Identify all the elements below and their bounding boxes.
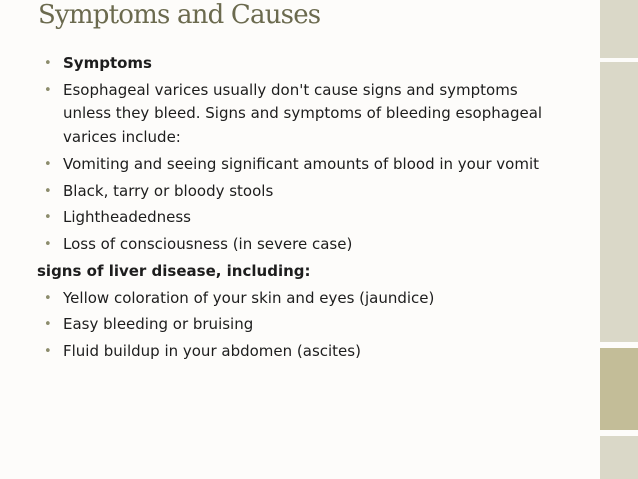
bullet-text: Fluid buildup in your abdomen (ascites)	[63, 342, 361, 361]
bullet-text: Symptoms	[63, 54, 152, 72]
sidebar-decoration-middle	[600, 62, 638, 342]
bullet-text: Esophageal varices usually don't cause signs and symptoms unless they bleed. Signs and symptoms of bleeding esophageal varices include:	[63, 80, 543, 146]
bullet-text: Yellow coloration of your skin and eyes (jaundice)	[63, 288, 435, 307]
bullet-item-jaundice	[44, 287, 544, 311]
subheading-text: signs of liver disease, including:	[37, 261, 311, 280]
bullet-text: Easy bleeding or bruising	[63, 315, 254, 334]
bullet-list	[37, 52, 544, 367]
bullet-text: Lightheadedness	[63, 208, 191, 227]
bullet-text: Loss of consciousness (in severe case)	[63, 235, 353, 254]
bullet-text: Black, tarry or bloody stools	[63, 181, 274, 200]
bullet-item-ascites	[44, 340, 544, 364]
sidebar-decoration-top	[600, 0, 638, 58]
bullet-item-vomiting	[44, 153, 544, 177]
bullet-text: Vomiting and seeing significant amounts of blood in your vomit	[63, 154, 540, 173]
bullet-item-stools	[44, 180, 544, 204]
bullet-item-symptoms-heading	[44, 52, 544, 76]
slide-title: Symptoms and Causes	[38, 0, 321, 30]
bullet-item-lightheadedness	[44, 206, 544, 230]
bullet-item-bleeding	[44, 313, 544, 337]
bullet-item-varices-description	[44, 79, 544, 150]
liver-disease-subheading	[37, 260, 544, 284]
bullet-item-consciousness	[44, 233, 544, 257]
sidebar-decoration-bottom	[600, 436, 638, 479]
sidebar-decoration-accent	[600, 348, 638, 430]
